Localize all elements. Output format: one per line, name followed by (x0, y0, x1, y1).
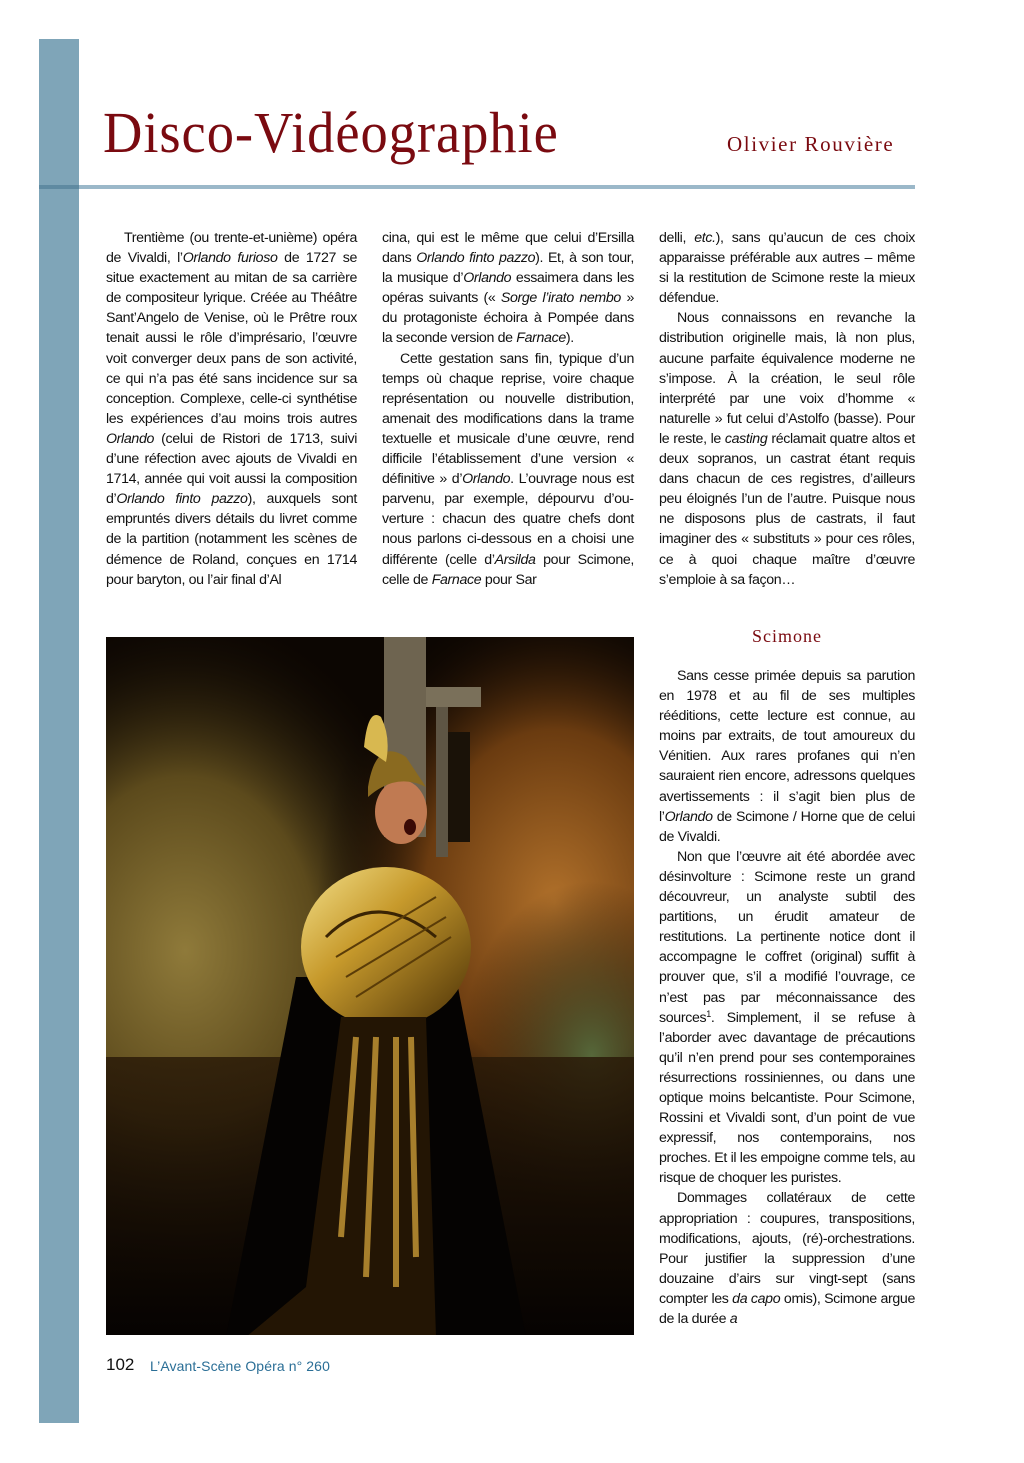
text-run: Sans cesse primée depuis sa parution en 1978 et au fil de ses multiples rééditions, cette lecture est connue, au moins par extraits, de tout amoureux du Vénitien. Aux rares profanes qui n’en sauraient rien encore, adressons quelques avertissements : il s’agit bien plus de l’ (659, 668, 915, 825)
sidebar-bar (39, 39, 79, 1423)
section-heading-scimone: Scimone (752, 626, 822, 646)
text-run: . Simplement, il se refuse à l’aborder avec davantage de précautions qu’il n’en prend pour ses contemporaines résurrections rossiniennes, ou dans une optique moins belcantiste. Pour Scimone, Rossini et Vivaldi sont, d’un point de vue expressif, nos contemporains, nos proches. Et il les empoigne comme tels, au risque de choquer les puristes. (659, 1009, 915, 1187)
text-run: ). Et, à son tour, la musique d’ (382, 250, 634, 287)
page-title: Disco-Vidéographie (103, 100, 559, 165)
stage-photo (106, 637, 634, 1335)
text-run: Cette gestation sans fin, typique d’un temps où chaque reprise, voire chaque représentation ou nouvelle distribution, amenait des modifications dans la trame textuelle et musicale d’une œuvre, rend difficile l’établissement d’une version « définitive » d’ (382, 350, 634, 488)
italic-title: Orlando finto pazzo (116, 491, 248, 508)
text-run: réclamait quatre altos et deux sopranos, un castrat étant requis dans chacun de ces registres, d’ailleurs peu éloignés l’un de l’autre. Puisque nous ne disposons plus de castrats, il faut imaginer des « substituts » pour ces rôles, ce à quoi chaque maître d’œuvre s’emploie à sa façon… (659, 430, 916, 588)
text-run: Nous connaissons en revanche la distribution originelle mais, là non plus, aucune parfaite équivalence moderne ne s’impose. À la création, le seul rôle interprété par une voix d’homme « naturelle » fut celui d’Astolfo (basse). Pour le reste, le (659, 310, 915, 447)
photo-image-icon (106, 637, 634, 1335)
italic-title: Arsilda (494, 551, 536, 568)
italic-title: etc. (694, 230, 716, 246)
italic-title: Orlando (463, 270, 512, 287)
italic-title: Sorge l’irato nembo (500, 290, 621, 307)
paragraph (659, 847, 915, 1189)
text-run: de Scimone / Horne que de celui de Vivaldi. (659, 808, 915, 845)
text-run: (celui de Ristori de 1713, suivi d’une réfection avec ajouts de Vivaldi en 1714, année qui voit aussi la composition d’ (106, 430, 357, 508)
paragraph (106, 228, 357, 590)
paragraph (382, 349, 634, 590)
text-run: pour Scimone, celle de (382, 551, 634, 588)
article-column-3-scimone (659, 666, 915, 1329)
italic-title: Orlando (462, 471, 511, 488)
italic-title: Orlando furioso (182, 250, 278, 267)
text-run: delli, (659, 230, 695, 246)
paragraph (659, 228, 915, 308)
text-run: Trentième (ou trente-et-unième) opéra de Vivaldi, l’ (106, 230, 357, 267)
paragraph (382, 228, 634, 349)
text-run: » du protagoniste échoira à Pompée dans la seconde version de (382, 290, 634, 347)
footnote-ref: 1 (706, 1008, 711, 1019)
italic-title: Orlando (664, 808, 713, 825)
italic-title: a (729, 1311, 738, 1327)
article-column-2 (382, 228, 634, 590)
article-column-1 (106, 228, 357, 590)
text-run: ), sans qu’aucun de ces choix apparaisse préférable aux autres – même si la restitution de Scimone reste la mieux défendue. (659, 230, 915, 307)
header-divider-accent (39, 185, 79, 189)
page-number: 102 (106, 1355, 135, 1374)
article-column-3 (659, 228, 915, 590)
italic-title: Orlando finto pazzo (416, 250, 536, 267)
text-run: . L’ouvrage nous est parvenu, par exemple, dépourvu d’ouverture : chacun des quatre chefs dont nous parlons ci-dessous en a choisi une différente (celle d’ (382, 471, 634, 568)
italic-title: Farnace (516, 330, 566, 347)
italic-title: casting (724, 430, 768, 447)
publication-name: L’Avant-Scène Opéra n° 260 (150, 1358, 330, 1374)
italic-title: da capo (732, 1290, 781, 1307)
text-run: de 1727 se situe exactement au mitan de sa carrière de compositeur lyrique. Créée au Théâtre Sant’Angelo de Venise, où le Prêtre roux tenait aussi le rôle d’imprésario, l’œuvre voit converger deux pans de son activité, ce qui n’a pas été sans incidence sur sa conception. Complexe, celle-ci synthétise les expériences d’au moins trois autres (106, 250, 357, 427)
paragraph (659, 308, 915, 589)
text-run: Non que l’œuvre ait été abordée avec désinvolture : Scimone reste un grand découvreur, un analyste subtil des partitions, un érudit amateur de restitutions. La pertinente notice dont il accompagne le coffret (original) suffit à prouver que, s’il a modifié l’ouvrage, ce n’est pas par méconnaissance des sources (659, 848, 915, 1026)
text-run: cina, qui est le même que celui d’Ersilla dans (382, 230, 634, 267)
paragraph (659, 1188, 915, 1329)
text-run: pour Sar (481, 571, 537, 588)
italic-title: Farnace (431, 571, 482, 588)
text-run: essaimera dans les opéras suivants (« (382, 270, 634, 307)
author-name: Olivier Rouvière (727, 132, 895, 156)
paragraph (659, 666, 915, 847)
text-run: ). (565, 330, 574, 347)
text-run: ), auxquels sont empruntés divers détails du livret comme de la partition (notamment les scènes de démence de Roland, conçues en 1714 pour baryton, ou l’air final d’Al (106, 491, 357, 588)
header-divider (39, 185, 915, 189)
italic-title: Orlando (106, 430, 155, 447)
text-run: omis), Scimone argue de la durée (659, 1290, 915, 1327)
text-run: Dommages collatéraux de cette appropriation : coupures, transpositions, modifications, ajouts, (ré)-orchestrations. Pour justifier la suppression d’une douzaine d’airs sur vingt-sept (sans compter les (659, 1190, 915, 1307)
